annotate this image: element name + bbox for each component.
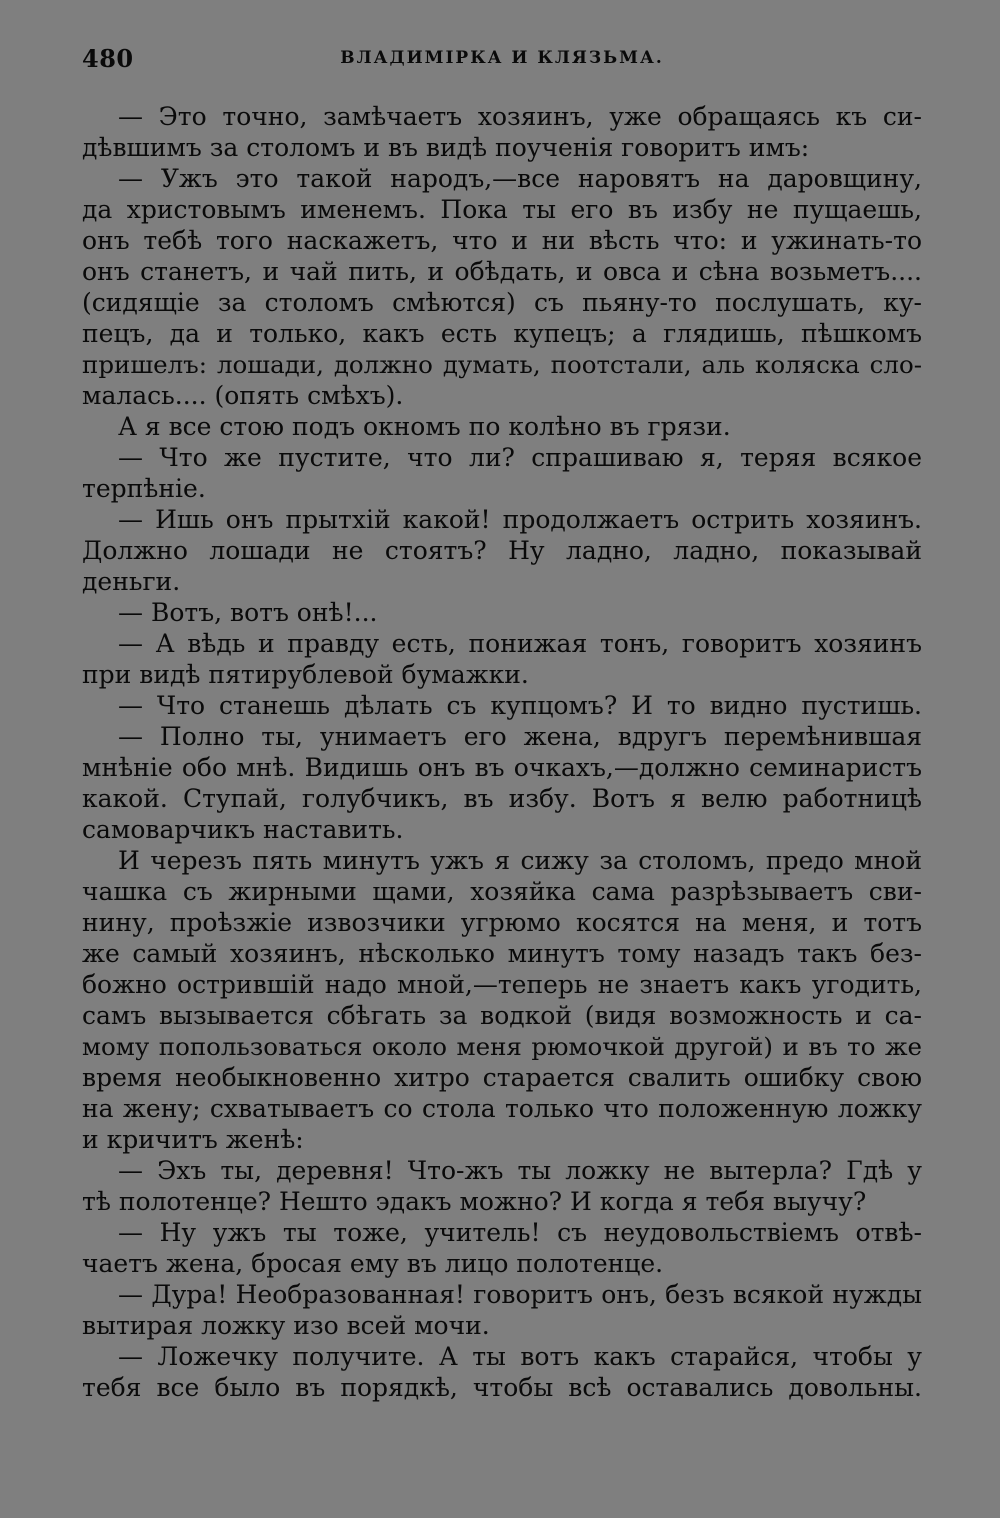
text-line: при видѣ пятирублевой бумажки. <box>82 660 529 689</box>
text-line: вытирая ложку изо всей мочи. <box>82 1311 490 1340</box>
text-line: онъ станетъ, и чай пить, и обѣдать, и овса и сѣна возьметъ.... <box>82 257 922 286</box>
text-line: самъ вызывается сбѣгать за водкой (видя возможность и са- <box>82 1001 922 1030</box>
text-line: чашка съ жирными щами, хозяйка сама разрѣзываетъ сви- <box>82 877 922 906</box>
text-line: — Что же пустите, что ли? спрашиваю я, теряя всякое <box>118 443 922 472</box>
text-line: — Полно ты, унимаетъ его жена, вдругъ перемѣнившая <box>118 722 922 751</box>
text-line: на жену; схватываетъ со стола только что положенную ложку <box>82 1094 922 1123</box>
text-line: деньги. <box>82 567 181 596</box>
text-line: А я все стою подъ окномъ по колѣно въ грязи. <box>118 412 731 441</box>
text-line: божно острившій надо мной,—теперь не знаетъ какъ угодить, <box>82 970 922 999</box>
text-line: и кричитъ женѣ: <box>82 1125 304 1154</box>
text-line: — Ишь онъ прытхій какой! продолжаетъ острить хозяинъ. <box>118 505 922 534</box>
running-head <box>82 44 922 78</box>
text-line: — Что станешь дѣлать съ купцомъ? И то видно пустишь. <box>118 691 922 720</box>
text-line: пришелъ: лошади, должно думать, поотстали, аль коляска сло- <box>82 350 922 379</box>
text-line: — Ложечку получите. А ты вотъ какъ старайся, чтобы у <box>118 1342 922 1371</box>
text-line: (сидящіе за столомъ смѣются) съ пьяну-то послушать, ку- <box>82 288 922 317</box>
text-line: Должно лошади не стоятъ? Ну ладно, ладно, показывай <box>82 536 922 565</box>
text-line: дѣвшимъ за столомъ и въ видѣ поученія говоритъ имъ: <box>82 133 810 162</box>
text-line: пецъ, да и только, какъ есть купецъ; а глядишь, пѣшкомъ <box>82 319 922 348</box>
text-line: онъ тебѣ того наскажетъ, что и ни вѣсть что: и ужинать-то <box>82 226 922 255</box>
text-line: — Эхъ ты, деревня! Что-жъ ты ложку не вытерла? Гдѣ у <box>118 1156 922 1185</box>
text-line: да христовымъ именемъ. Пока ты его въ избу не пущаешь, <box>82 195 922 224</box>
text-line: мнѣніе обо мнѣ. Видишь онъ въ очкахъ,—должно семинаристъ <box>82 753 922 782</box>
text-line: — Это точно, замѣчаетъ хозяинъ, уже обращаясь къ си- <box>118 102 922 131</box>
text-line: мому попользоваться около меня рюмочкой другой) и въ то же <box>82 1032 922 1061</box>
text-line: — Ну ужъ ты тоже, учитель! съ неудовольствіемъ отвѣ- <box>118 1218 922 1247</box>
running-title: ВЛАДИМІРКА И КЛЯЗЬМА. <box>340 48 664 68</box>
text-line: И черезъ пять минутъ ужъ я сижу за столомъ, предо мной <box>118 846 922 875</box>
page-number: 480 <box>82 44 134 73</box>
body-text <box>82 101 922 1403</box>
text-line: — Ужъ это такой народъ,—все наровятъ на даровщину, <box>118 164 922 193</box>
text-line: нину, проѣзжіе извозчики угрюмо косятся на меня, и тотъ <box>82 908 922 937</box>
text-line: — Дура! Необразованная! говоритъ онъ, безъ всякой нужды <box>118 1280 922 1309</box>
text-line: терпѣніе. <box>82 474 206 503</box>
text-line: — А вѣдь и правду есть, понижая тонъ, говоритъ хозяинъ <box>118 629 922 658</box>
text-line: же самый хозяинъ, нѣсколько минутъ тому назадъ такъ без- <box>82 939 922 968</box>
text-line: — Вотъ, вотъ онѣ!... <box>118 598 378 627</box>
text-line: время необыкновенно хитро старается свалить ошибку свою <box>82 1063 922 1092</box>
text-line: чаетъ жена, бросая ему въ лицо полотенце. <box>82 1249 664 1278</box>
text-line: самоварчикъ наставить. <box>82 815 404 844</box>
text-line: малась.... (опять смѣхъ). <box>82 381 404 410</box>
text-line: тѣ полотенце? Нешто эдакъ можно? И когда я тебя выучу? <box>82 1187 867 1216</box>
text-line: тебя все было въ порядкѣ, чтобы всѣ оставались довольны. <box>82 1373 922 1402</box>
text-line: какой. Ступай, голубчикъ, въ избу. Вотъ я велю работницѣ <box>82 784 922 813</box>
